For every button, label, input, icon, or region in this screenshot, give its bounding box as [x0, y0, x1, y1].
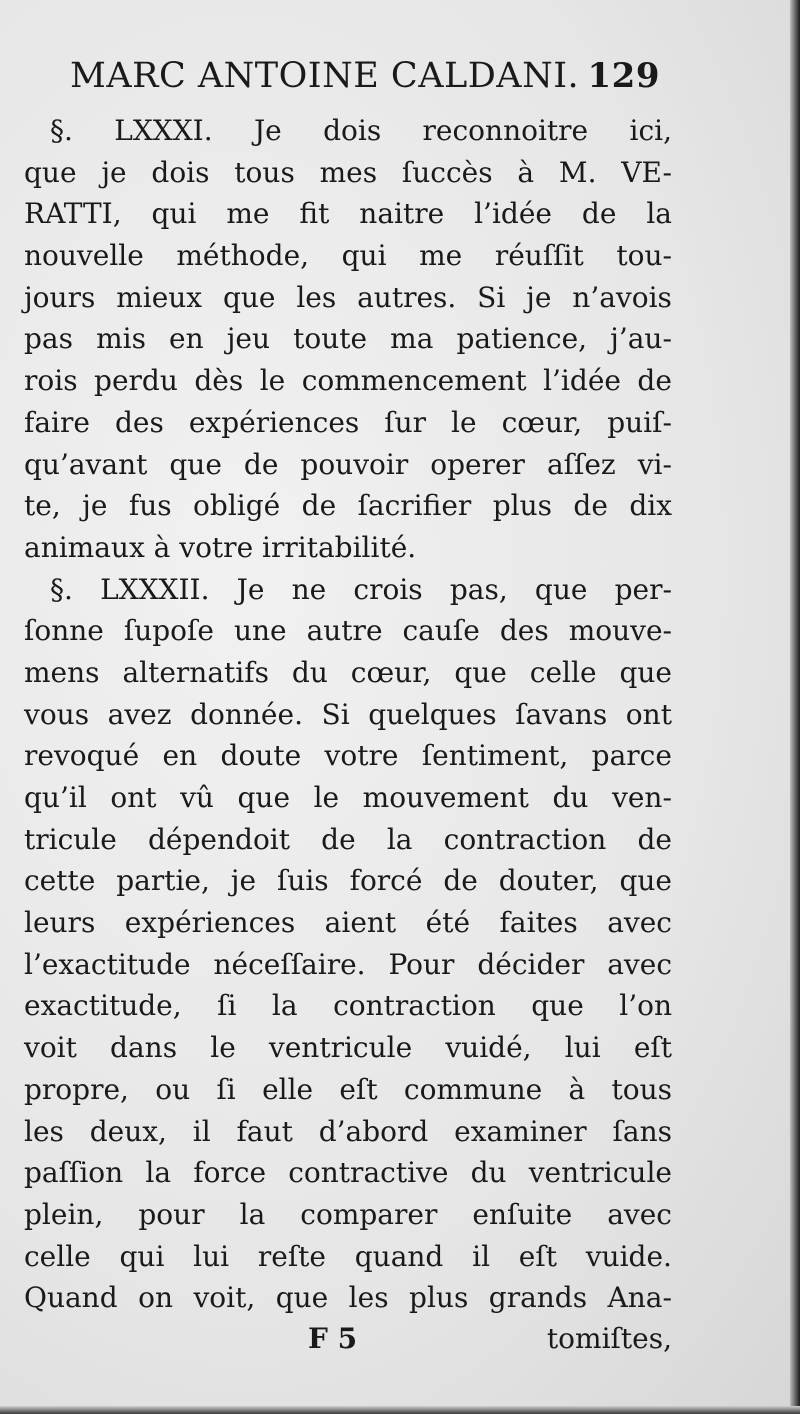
- word: n’avois: [572, 280, 672, 314]
- word: plus: [409, 1281, 469, 1315]
- word: Si: [477, 280, 506, 314]
- word: qui: [341, 239, 387, 273]
- word: tous: [234, 155, 295, 189]
- word: §.: [50, 114, 73, 147]
- page-bottom-shadow: [0, 1406, 800, 1414]
- word: irritabilité.: [262, 530, 417, 564]
- word: une: [233, 614, 287, 648]
- word: autre: [306, 614, 383, 648]
- word: quelques: [368, 697, 497, 731]
- text-line: [24, 402, 672, 444]
- word: qu’avant: [24, 447, 148, 481]
- word: je: [526, 280, 552, 314]
- word: alternatifs: [122, 655, 269, 689]
- word: operer: [430, 447, 525, 481]
- word: les: [348, 1281, 389, 1315]
- text-line: [24, 1027, 672, 1069]
- word: l’on: [619, 989, 672, 1023]
- word: ſans: [612, 1114, 672, 1148]
- word: du: [291, 655, 328, 689]
- word: voit,: [193, 1281, 256, 1315]
- word: d’abord: [318, 1114, 429, 1148]
- word: ſonne: [24, 614, 104, 648]
- word: me: [419, 239, 463, 273]
- word: ſavans: [515, 697, 608, 731]
- word: qui: [151, 197, 197, 231]
- word: LXXXI.: [114, 114, 213, 147]
- word: mes: [319, 155, 378, 189]
- word: toute: [293, 322, 368, 356]
- word: Pour: [388, 947, 455, 981]
- word: il: [472, 1239, 491, 1273]
- text-line: [24, 1194, 672, 1236]
- word: celle: [24, 1239, 91, 1273]
- word: mis: [96, 322, 146, 356]
- word: VE-: [621, 155, 672, 189]
- word: fit: [299, 197, 330, 231]
- word: force: [193, 1156, 267, 1190]
- word: on: [138, 1281, 173, 1315]
- word: rois: [24, 364, 78, 398]
- text-line: [24, 485, 672, 527]
- word: que: [237, 781, 291, 814]
- word: l’exactitude: [24, 947, 191, 981]
- word: contraction: [333, 989, 496, 1023]
- word: pas: [24, 322, 73, 356]
- word: les: [24, 1114, 64, 1148]
- word: contractive: [288, 1156, 449, 1190]
- word: à: [517, 155, 535, 189]
- word: eſt: [633, 1031, 672, 1065]
- text-line: [24, 1152, 672, 1194]
- word: autres.: [357, 280, 457, 314]
- word: des: [114, 405, 164, 439]
- word: le: [451, 405, 477, 439]
- text-line: [24, 235, 672, 277]
- word: je: [101, 155, 127, 189]
- word: des: [499, 614, 549, 648]
- body-text: [24, 110, 672, 1319]
- word: celle: [529, 655, 597, 689]
- text-line: [24, 569, 672, 611]
- word: Je: [236, 572, 265, 606]
- word: M.: [558, 155, 597, 189]
- word: avec: [607, 947, 672, 981]
- word: de: [637, 364, 672, 398]
- word: l’idée: [543, 364, 621, 398]
- word: dois: [323, 114, 382, 147]
- word: exactitude,: [24, 989, 182, 1023]
- word: reſte: [257, 1239, 326, 1273]
- word: cœur,: [501, 405, 583, 439]
- word: elle: [262, 1072, 314, 1106]
- word: décider: [477, 947, 585, 981]
- word: ſupoſe: [123, 614, 214, 648]
- word: que: [24, 155, 77, 189]
- word: douter,: [498, 864, 599, 898]
- word: dans: [110, 1031, 178, 1065]
- word: Je: [253, 114, 282, 147]
- word: que: [619, 864, 672, 898]
- word: la: [271, 989, 298, 1023]
- word: vi-: [637, 447, 672, 481]
- text-line: [24, 777, 672, 819]
- word: ſacrifier: [357, 489, 472, 523]
- word: faites: [499, 906, 578, 940]
- word: en: [162, 739, 198, 773]
- word: la: [386, 822, 413, 856]
- text-line: [24, 610, 672, 652]
- word: le: [210, 1031, 236, 1065]
- word: de: [637, 822, 672, 856]
- text-line: [24, 110, 672, 152]
- text-line: [24, 1277, 672, 1319]
- word: avec: [607, 1197, 672, 1231]
- word: nouvelle: [24, 239, 144, 273]
- text-line: [24, 1069, 672, 1111]
- word: de: [573, 489, 608, 523]
- word: été: [425, 906, 471, 940]
- word: leurs: [24, 906, 96, 940]
- word: aient: [324, 906, 397, 940]
- word: partie,: [116, 864, 210, 898]
- word: expériences: [188, 405, 360, 439]
- word: reconnoitre: [422, 114, 589, 147]
- word: méthode,: [176, 239, 310, 273]
- text-line: [24, 527, 672, 569]
- word: que: [222, 280, 276, 314]
- word: je: [82, 489, 108, 523]
- page-number: 129: [587, 56, 660, 96]
- text-line: [24, 819, 672, 861]
- text-line: [24, 318, 672, 360]
- word: ou: [155, 1072, 191, 1106]
- word: de: [443, 864, 478, 898]
- word: ont: [110, 781, 157, 814]
- word: pas,: [449, 572, 508, 606]
- word: ven-: [612, 781, 672, 814]
- text-line: [24, 694, 672, 736]
- word: donnée.: [190, 697, 303, 731]
- word: faut: [236, 1114, 293, 1148]
- word: revoqué: [24, 739, 140, 773]
- word: commencement: [301, 364, 527, 398]
- word: mouve-: [568, 614, 672, 648]
- word: Quand: [24, 1281, 118, 1315]
- word: j’au-: [610, 322, 672, 356]
- word: RATTI,: [24, 197, 122, 231]
- word: ſi: [216, 1072, 236, 1106]
- word: quand: [354, 1239, 444, 1273]
- word: avec: [607, 906, 672, 940]
- text-line: [24, 735, 672, 777]
- word: LXXXII.: [100, 572, 210, 606]
- word: du: [552, 781, 589, 814]
- word: la: [646, 197, 672, 231]
- word: tricule: [24, 822, 117, 856]
- word: commune: [403, 1072, 543, 1106]
- word: que: [169, 447, 222, 481]
- text-line: [24, 860, 672, 902]
- word: à: [568, 1072, 586, 1106]
- word: ſi: [217, 989, 237, 1023]
- text-line: [24, 1111, 672, 1153]
- word: cauſe: [402, 614, 480, 648]
- word: réuſſit: [494, 239, 584, 273]
- word: ſuccès: [401, 155, 493, 189]
- word: enſuite: [472, 1197, 573, 1231]
- word: que: [531, 989, 584, 1023]
- word: pour: [138, 1197, 205, 1231]
- word: à: [153, 530, 180, 564]
- word: de: [321, 822, 356, 856]
- word: doute: [220, 739, 302, 773]
- word: le: [259, 364, 286, 398]
- word: votre: [179, 530, 263, 564]
- footer-line: [24, 1322, 672, 1364]
- word: que: [275, 1281, 329, 1315]
- word: lui: [193, 1239, 230, 1273]
- word: per-: [614, 572, 672, 606]
- word: ma: [390, 322, 434, 356]
- word: dois: [151, 155, 210, 189]
- word: de: [301, 489, 337, 523]
- word: parce: [591, 739, 672, 773]
- word: néceſſaire.: [213, 947, 366, 981]
- text-line: [24, 193, 672, 235]
- word: ſur: [384, 405, 427, 439]
- word: les: [296, 280, 337, 314]
- word: Si: [321, 697, 350, 731]
- word: contraction: [443, 822, 607, 856]
- word: l’idée: [474, 197, 552, 231]
- word: puiſ-: [607, 405, 672, 439]
- word: faire: [24, 405, 90, 439]
- word: que: [454, 655, 507, 689]
- word: tou-: [616, 239, 672, 273]
- text-line: [24, 1236, 672, 1278]
- word: paſſion: [24, 1156, 124, 1190]
- word: vuide.: [585, 1239, 672, 1273]
- word: Ana-: [607, 1281, 672, 1315]
- word: mens: [24, 655, 100, 689]
- text-line: [24, 944, 672, 986]
- word: ſentiment,: [421, 739, 569, 773]
- word: vous: [24, 697, 90, 731]
- word: qu’il: [24, 781, 87, 814]
- text-line: [24, 985, 672, 1027]
- text-line: [24, 277, 672, 319]
- word: plus: [492, 489, 552, 523]
- word: mouvement: [362, 781, 529, 814]
- word: perdu: [94, 364, 178, 398]
- word: que: [619, 655, 672, 689]
- word: expériences: [124, 906, 296, 940]
- word: vû: [180, 781, 214, 814]
- word: votre: [324, 739, 399, 773]
- text-line: [24, 444, 672, 486]
- running-head-title: MARC ANTOINE CALDANI.: [70, 56, 580, 96]
- word: que: [534, 572, 588, 606]
- text-line: [24, 902, 672, 944]
- word: jeu: [226, 322, 271, 356]
- page-edge-shadow: [790, 0, 800, 1414]
- word: forcé: [349, 864, 423, 898]
- word: grands: [488, 1281, 588, 1315]
- word: ſuis: [276, 864, 329, 898]
- word: en: [169, 322, 204, 356]
- text-line: [24, 152, 672, 194]
- text-line: [24, 652, 672, 694]
- word: naitre: [359, 197, 445, 231]
- word: examiner: [454, 1114, 587, 1148]
- word: animaux: [24, 530, 154, 564]
- word: du: [470, 1156, 507, 1190]
- word: la: [145, 1156, 172, 1190]
- word: aſſez: [546, 447, 616, 481]
- word: ici,: [629, 114, 672, 147]
- word: vuidé,: [445, 1031, 532, 1065]
- word: cette: [24, 864, 96, 898]
- word: propre,: [24, 1072, 129, 1106]
- word: eſt: [339, 1072, 378, 1106]
- signature-mark: F 5: [308, 1322, 358, 1355]
- word: dépendoit: [148, 822, 291, 856]
- word: lui: [564, 1031, 601, 1065]
- word: ventricule: [528, 1156, 672, 1190]
- word: il: [192, 1114, 211, 1148]
- word: voit: [24, 1031, 77, 1065]
- running-head: [70, 56, 660, 106]
- word: je: [230, 864, 257, 898]
- word: dix: [629, 489, 672, 523]
- word: de: [581, 197, 617, 231]
- word: la: [239, 1197, 266, 1231]
- word: ne: [291, 572, 327, 606]
- catchword: tomiſtes,: [546, 1322, 672, 1355]
- word: avez: [107, 697, 172, 731]
- word: §.: [50, 572, 73, 606]
- word: patience,: [456, 322, 588, 356]
- word: dès: [194, 364, 244, 398]
- word: obligé: [193, 489, 281, 523]
- word: qui: [119, 1239, 165, 1273]
- word: fus: [128, 489, 172, 523]
- word: de: [243, 447, 279, 481]
- word: crois: [353, 572, 423, 606]
- word: le: [313, 781, 340, 814]
- word: me: [226, 197, 270, 231]
- word: ont: [625, 697, 672, 731]
- word: comparer: [300, 1197, 438, 1231]
- word: plein,: [24, 1197, 104, 1231]
- word: mieux: [116, 280, 203, 314]
- text-line: [24, 360, 672, 402]
- word: cœur,: [350, 655, 432, 689]
- word: tous: [611, 1072, 672, 1106]
- word: jours: [24, 280, 96, 314]
- word: ventricule: [268, 1031, 413, 1065]
- word: pouvoir: [300, 447, 409, 481]
- word: eſt: [518, 1239, 557, 1273]
- word: te,: [24, 489, 61, 523]
- word: deux,: [89, 1114, 167, 1148]
